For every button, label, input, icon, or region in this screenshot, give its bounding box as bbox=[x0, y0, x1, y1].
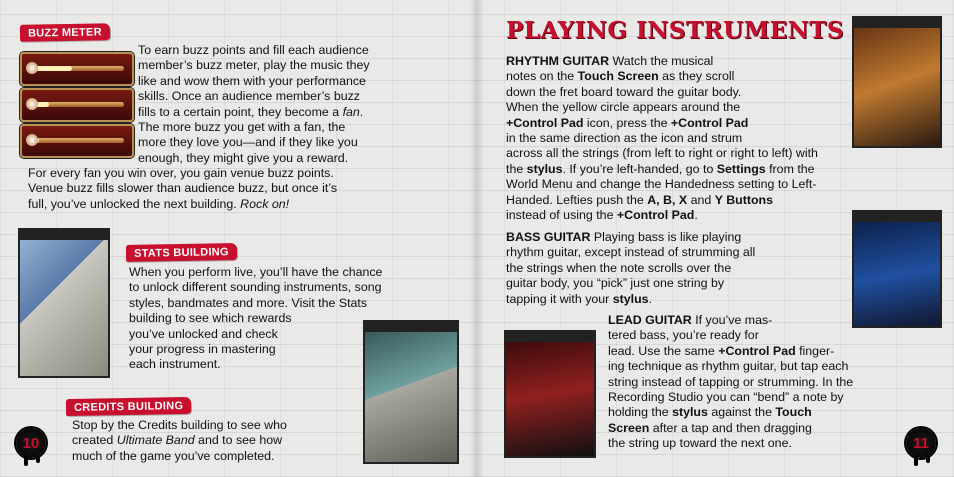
credits-building-screenshot bbox=[363, 320, 459, 464]
stats-building-screenshot bbox=[18, 228, 110, 378]
page-title: PLAYING INSTRUMENTS bbox=[506, 17, 844, 44]
buzz-meter-bar-3 bbox=[20, 124, 134, 158]
buzz-meter-label: BUZZ METER bbox=[20, 23, 110, 42]
stats-building-paragraph: When you perform live, you’ll have the chance to unlock different sounding instruments, song styles, bandmates and more. Visit the Stats building to see which rewards you’ve unlocked and check your progress in mastering each instrument. bbox=[129, 265, 383, 372]
buzz-meter-paragraph: To earn buzz points and fill each audience member’s buzz meter, play the music they like and wow them with your performance skills. Once an audience member’s buzz fills to a certain point, they become a fan. The more buzz you get with a fan, the more they love you—and if they like you enough, they might give you a reward. bbox=[138, 43, 370, 165]
bass-guitar-screenshot bbox=[852, 210, 942, 328]
paint-drip bbox=[926, 456, 930, 463]
paint-drip bbox=[36, 456, 40, 463]
bass-guitar-paragraph: BASS GUITAR Playing bass is like playing rhythm guitar, except instead of strumming all the strings when the note scrolls over the guitar body, you “pick” just one string by tapping it with your stylus. bbox=[506, 230, 756, 306]
lead-guitar-screenshot bbox=[504, 330, 596, 458]
rhythm-guitar-paragraph: RHYTHM GUITAR Watch the musical notes on the Touch Screen as they scroll down the fret board toward the guitar body. When the yellow circle appears around the +Control Pad icon, press the +Control Pad in the same direction as the icon and strum across all the strings (from left to right or right to left) with the stylus. If you’re left-handed, go to Settings from the World Menu and change the Handedness setting to Left- Handed. Lefties push the A, B, X and Y Buttons instead of using the +Control Pad. bbox=[506, 54, 818, 223]
credits-building-paragraph: Stop by the Credits building to see who created Ultimate Band and to see how much of the game you’ve completed. bbox=[72, 418, 287, 463]
meter-knob-icon bbox=[26, 98, 38, 110]
page-number-10: 10 bbox=[16, 428, 46, 458]
buzz-meter-bar-2 bbox=[20, 88, 134, 122]
meter-knob-icon bbox=[26, 134, 38, 146]
page-number-11: 11 bbox=[906, 428, 936, 458]
paint-drip bbox=[914, 456, 918, 466]
credits-building-label: CREDITS BUILDING bbox=[66, 397, 192, 416]
stats-building-label: STATS BUILDING bbox=[126, 243, 237, 262]
paint-drip bbox=[24, 456, 28, 466]
buzz-meter-bar-1 bbox=[20, 52, 134, 86]
lead-guitar-paragraph: LEAD GUITAR If you’ve mas- tered bass, you’re ready for lead. Use the same +Control Pad finger- ing technique as rhythm guitar, but tap each string instead of tapping or strumming. In the Recording Studio you can “bend” a note by holding the stylus against the Touch Screen after a tap and then dragging the string up toward the next one. bbox=[608, 313, 854, 451]
rhythm-guitar-screenshot bbox=[852, 16, 942, 148]
page-gutter bbox=[470, 0, 484, 477]
meter-knob-icon bbox=[26, 62, 38, 74]
venue-buzz-paragraph: For every fan you win over, you gain venue buzz points. Venue buzz fills slower than audience buzz, but once it’s full, you’ve unlocked the next building. Rock on! bbox=[28, 166, 338, 211]
